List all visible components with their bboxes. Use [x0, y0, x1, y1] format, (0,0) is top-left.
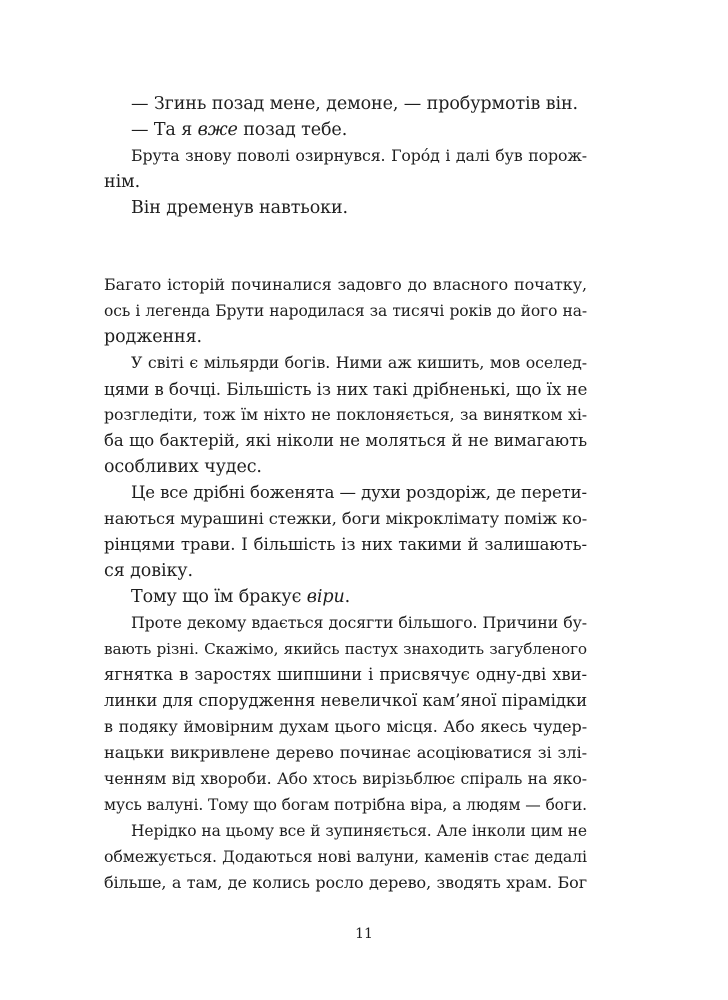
text-line: ягнятка в заростях шипшини і присвячує одну-дві хви-: [104, 665, 587, 684]
text-line: Брута знову поволі озирнувся. Горо́д і далі був порож-: [131, 146, 587, 165]
text-line: ось і легенда Брути народилася за тисячі років до його на-: [104, 302, 587, 320]
text-line: У світі є мільярди богів. Ними аж кишить, мов оселед-: [131, 353, 587, 372]
text-line: — Згинь позад мене, демоне, — пробурмотів він.: [131, 94, 579, 114]
text-line: обмежується. Додаються нові валуни, каменів стає дедалі: [104, 847, 587, 866]
emphasis-viry: віри: [306, 587, 345, 607]
text-line: нім.: [104, 172, 141, 192]
text-line: линки для спорудження невеличкої кам’яної пірамідки: [104, 691, 587, 710]
text-line: більше, а там, де колись росло дерево, зводять храм. Бог: [104, 873, 587, 892]
text-fragment: позад тебе.: [237, 120, 348, 140]
text-line: розгледіти, тож їм ніхто не поклоняється, за винятком хі-: [104, 405, 587, 424]
text-line: рінцями трави. І більшість із них такими й залишають-: [104, 535, 587, 554]
scene-break-gap: [104, 221, 587, 272]
page-number: 11: [355, 926, 373, 942]
page-text: [104, 91, 587, 896]
text-line: в подяку ймовірним духам цього місця. Або якесь чудер-: [104, 717, 587, 736]
text-line: мусь валуні. Тому що богам потрібна віра, а людям — боги.: [104, 796, 587, 814]
text-line: [104, 584, 587, 610]
text-line: Багато історій починалися задовго до власного початку,: [104, 275, 587, 294]
text-line: наються мурашині стежки, боги мікроклімату поміж ко-: [104, 509, 588, 528]
text-line: ченням від хвороби. Або хтось вирізьблює спіраль на яко-: [104, 769, 587, 788]
text-line: [104, 117, 587, 143]
text-line: ся довіку.: [104, 561, 193, 581]
text-line: цями в бочці. Більшість із них такі дрібненькі, що їх не: [104, 379, 588, 399]
text-line: особливих чудес.: [104, 457, 262, 477]
text-line: родження.: [104, 327, 202, 347]
text-fragment: .: [344, 587, 351, 607]
text-line: Він дременув навтьоки.: [131, 198, 349, 218]
text-line: ба що бактерій, які ніколи не моляться й не вимагають: [104, 431, 587, 450]
text-fragment: — Та я: [131, 120, 198, 140]
text-line: Це все дрібні боженята — духи роздоріж, де перети-: [131, 483, 588, 502]
text-line: Нерідко на цьому все й зупиняється. Але інколи цим не: [131, 822, 587, 840]
text-line: нацьки викривлене дерево починає асоціюватися зі злі-: [104, 743, 587, 762]
text-fragment: Тому що їм бракує: [131, 587, 307, 607]
text-line: Проте декому вдається досягти більшого. Причини бу-: [131, 613, 587, 632]
emphasis-vzhe: вже: [197, 120, 238, 140]
text-line: вають різні. Скажімо, якийсь пастух знаходить загубленого: [104, 640, 587, 658]
